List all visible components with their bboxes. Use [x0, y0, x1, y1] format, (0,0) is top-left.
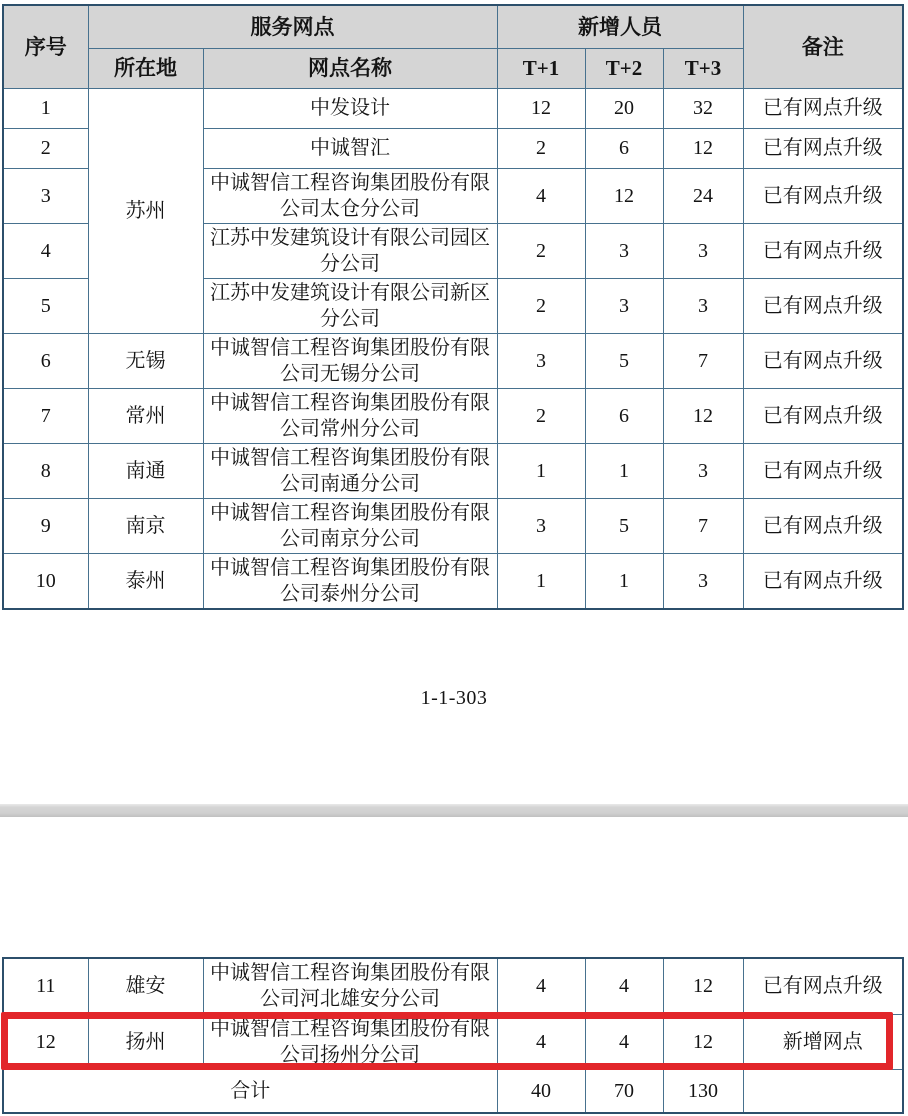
header-site-name: 网点名称: [203, 48, 497, 88]
header-t3: T+3: [663, 48, 743, 88]
page-number: 1-1-303: [420, 687, 488, 709]
page-separator: [0, 804, 908, 817]
t3-cell: 3: [663, 278, 743, 333]
t3-cell: 3: [663, 443, 743, 498]
row-num-cell: 1: [3, 88, 88, 128]
row-num-cell: 2: [3, 128, 88, 168]
site-name-cell: 中诚智信工程咨询集团股份有限公司太仓分公司: [203, 168, 497, 223]
site-name-cell: 中诚智信工程咨询集团股份有限公司河北雄安分公司: [203, 958, 497, 1014]
service-sites-table-page2: [2, 957, 904, 1114]
t1-cell: 2: [497, 278, 585, 333]
location-cell: 无锡: [88, 333, 203, 388]
site-name-cell: 中诚智信工程咨询集团股份有限公司无锡分公司: [203, 333, 497, 388]
t2-cell: 5: [585, 333, 663, 388]
service-sites-table-page1: [2, 4, 904, 610]
t1-cell: 3: [497, 498, 585, 553]
header-new-personnel-group: 新增人员: [497, 5, 743, 48]
t3-cell: 12: [663, 128, 743, 168]
t1-cell: 4: [497, 1014, 585, 1069]
t1-cell: 1: [497, 443, 585, 498]
remark-cell: 已有网点升级: [743, 278, 903, 333]
row-num-cell: 6: [3, 333, 88, 388]
total-remark-cell: [743, 1069, 903, 1113]
site-name-cell: 中诚智信工程咨询集团股份有限公司泰州分公司: [203, 553, 497, 609]
t2-cell: 4: [585, 958, 663, 1014]
remark-cell: 已有网点升级: [743, 498, 903, 553]
location-cell: 泰州: [88, 553, 203, 609]
t2-cell: 3: [585, 223, 663, 278]
t1-cell: 2: [497, 223, 585, 278]
site-name-cell: 中诚智信工程咨询集团股份有限公司南通分公司: [203, 443, 497, 498]
remark-cell: 已有网点升级: [743, 168, 903, 223]
site-name-cell: 江苏中发建筑设计有限公司新区分公司: [203, 278, 497, 333]
table-row: [3, 388, 903, 443]
row-num-cell: 9: [3, 498, 88, 553]
t2-cell: 5: [585, 498, 663, 553]
t1-cell: 2: [497, 128, 585, 168]
row-num-cell: 10: [3, 553, 88, 609]
t2-cell: 6: [585, 388, 663, 443]
t3-cell: 12: [663, 1014, 743, 1069]
site-name-cell: 中诚智信工程咨询集团股份有限公司扬州分公司: [203, 1014, 497, 1069]
t2-cell: 1: [585, 553, 663, 609]
t1-cell: 4: [497, 958, 585, 1014]
t2-cell: 20: [585, 88, 663, 128]
remark-cell: 已有网点升级: [743, 958, 903, 1014]
site-name-cell: 江苏中发建筑设计有限公司园区分公司: [203, 223, 497, 278]
header-index: 序号: [3, 5, 88, 88]
table-row: [3, 88, 903, 128]
location-cell: 苏州: [88, 88, 203, 333]
t2-cell: 1: [585, 443, 663, 498]
t1-cell: 3: [497, 333, 585, 388]
remark-cell: 已有网点升级: [743, 333, 903, 388]
t1-cell: 12: [497, 88, 585, 128]
remark-cell: 已有网点升级: [743, 88, 903, 128]
t3-cell: 3: [663, 223, 743, 278]
location-cell: 南通: [88, 443, 203, 498]
table-row: [3, 498, 903, 553]
t2-cell: 3: [585, 278, 663, 333]
row-num-cell: 3: [3, 168, 88, 223]
site-name-cell: 中诚智信工程咨询集团股份有限公司常州分公司: [203, 388, 497, 443]
t3-cell: 3: [663, 553, 743, 609]
header-location: 所在地: [88, 48, 203, 88]
site-name-cell: 中诚智汇: [203, 128, 497, 168]
t2-cell: 4: [585, 1014, 663, 1069]
location-cell: 常州: [88, 388, 203, 443]
total-t2-cell: 70: [585, 1069, 663, 1113]
row-num-cell: 4: [3, 223, 88, 278]
row-num-cell: 8: [3, 443, 88, 498]
t1-cell: 1: [497, 553, 585, 609]
t3-cell: 7: [663, 333, 743, 388]
t3-cell: 12: [663, 958, 743, 1014]
t2-cell: 12: [585, 168, 663, 223]
table-row-highlighted: [3, 1014, 903, 1069]
location-cell: 扬州: [88, 1014, 203, 1069]
row-num-cell: 7: [3, 388, 88, 443]
t2-cell: 6: [585, 128, 663, 168]
t3-cell: 7: [663, 498, 743, 553]
remark-cell: 已有网点升级: [743, 553, 903, 609]
table-row: [3, 443, 903, 498]
total-t3-cell: 130: [663, 1069, 743, 1113]
t3-cell: 32: [663, 88, 743, 128]
t1-cell: 4: [497, 168, 585, 223]
row-num-cell: 11: [3, 958, 88, 1014]
row-num-cell: 12: [3, 1014, 88, 1069]
remark-cell: 已有网点升级: [743, 443, 903, 498]
t3-cell: 12: [663, 388, 743, 443]
t3-cell: 24: [663, 168, 743, 223]
header-service-site-group: 服务网点: [88, 5, 497, 48]
location-cell: 南京: [88, 498, 203, 553]
table-row: [3, 958, 903, 1014]
total-label-cell: 合计: [3, 1069, 497, 1113]
total-t1-cell: 40: [497, 1069, 585, 1113]
table-row: [3, 333, 903, 388]
total-row: [3, 1069, 903, 1113]
t1-cell: 2: [497, 388, 585, 443]
header-t2: T+2: [585, 48, 663, 88]
header-remark: 备注: [743, 5, 903, 88]
location-cell: 雄安: [88, 958, 203, 1014]
remark-cell: 已有网点升级: [743, 128, 903, 168]
remark-cell: 新增网点: [743, 1014, 903, 1069]
row-num-cell: 5: [3, 278, 88, 333]
remark-cell: 已有网点升级: [743, 388, 903, 443]
site-name-cell: 中诚智信工程咨询集团股份有限公司南京分公司: [203, 498, 497, 553]
table-row: [3, 553, 903, 609]
remark-cell: 已有网点升级: [743, 223, 903, 278]
site-name-cell: 中发设计: [203, 88, 497, 128]
header-t1: T+1: [497, 48, 585, 88]
